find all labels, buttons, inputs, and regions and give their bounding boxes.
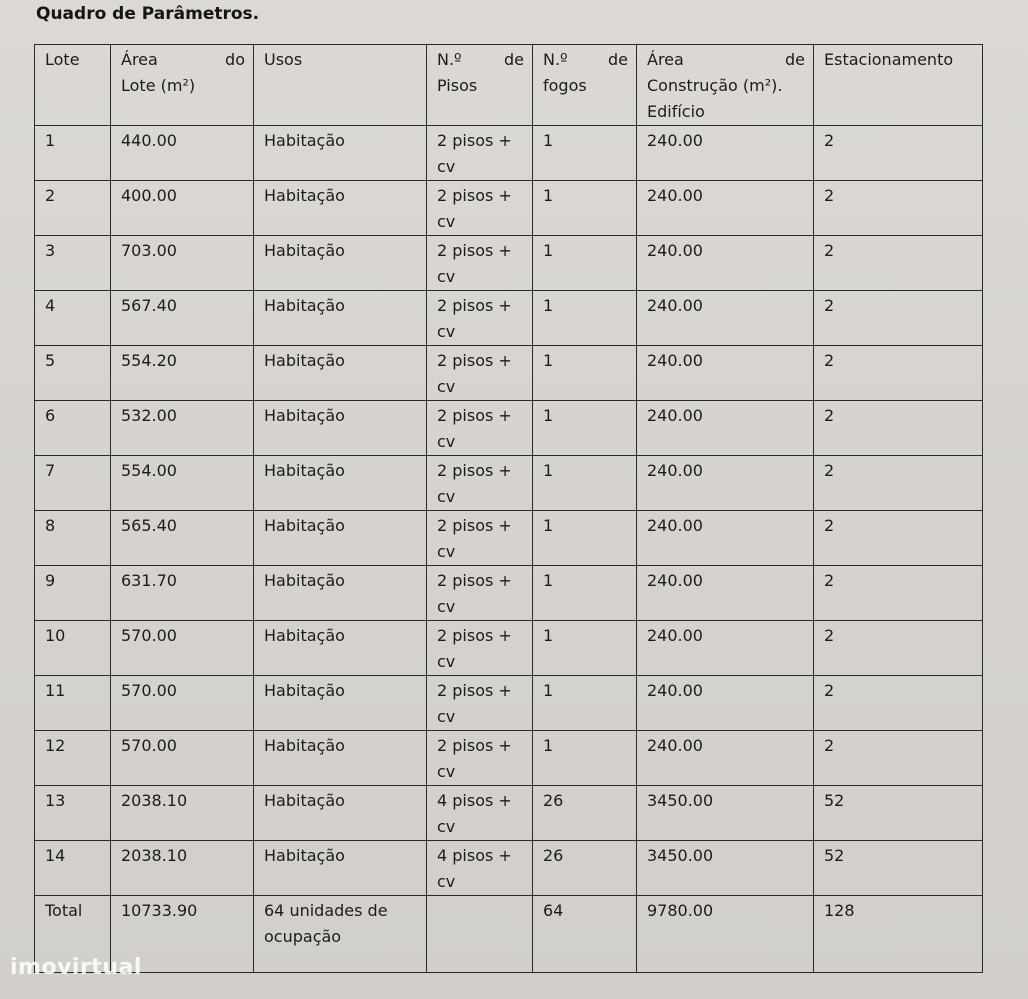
header-usos: Usos: [254, 45, 427, 126]
cell-area-construcao: 240.00: [637, 566, 814, 621]
cell-area-lote: 532.00: [111, 401, 254, 456]
cell-lote: 12: [35, 731, 111, 786]
cell-area-lote: 570.00: [111, 676, 254, 731]
header-fogos-line2: fogos: [543, 76, 587, 95]
cell-fogos: 1: [533, 291, 637, 346]
cell-usos: Habitação: [254, 676, 427, 731]
header-lote: Lote: [35, 45, 111, 126]
cell-estacionamento: 2: [814, 676, 983, 731]
cell-area-lote: 554.00: [111, 456, 254, 511]
table-row: [35, 676, 983, 731]
cell-fogos: 1: [533, 566, 637, 621]
cell-estacionamento: 2: [814, 401, 983, 456]
cell-usos: Habitação: [254, 346, 427, 401]
cell-usos: Habitação: [254, 731, 427, 786]
cell-fogos: 1: [533, 456, 637, 511]
cell-lote: 7: [35, 456, 111, 511]
total-fogos: 64: [533, 896, 637, 973]
cell-area-lote: 554.20: [111, 346, 254, 401]
cell-fogos: 26: [533, 786, 637, 841]
cell-estacionamento: 52: [814, 786, 983, 841]
cell-area-construcao: 240.00: [637, 291, 814, 346]
cell-area-construcao: 240.00: [637, 236, 814, 291]
total-estacionamento: 128: [814, 896, 983, 973]
cell-pisos: 2 pisos + cv: [427, 346, 533, 401]
cell-estacionamento: 2: [814, 566, 983, 621]
cell-estacionamento: 52: [814, 841, 983, 896]
table-row: [35, 621, 983, 676]
cell-usos: Habitação: [254, 511, 427, 566]
cell-lote: 2: [35, 181, 111, 236]
cell-usos: Habitação: [254, 291, 427, 346]
cell-fogos: 1: [533, 401, 637, 456]
header-construcao-line2: Construção (m²).: [647, 76, 783, 95]
cell-pisos: 2 pisos + cv: [427, 676, 533, 731]
cell-area-lote: 570.00: [111, 621, 254, 676]
table-row: [35, 786, 983, 841]
cell-lote: 8: [35, 511, 111, 566]
cell-usos: Habitação: [254, 401, 427, 456]
cell-pisos: 4 pisos + cv: [427, 786, 533, 841]
header-area-lote: [111, 45, 254, 126]
cell-lote: 3: [35, 236, 111, 291]
header-pisos-word2: de: [504, 50, 524, 69]
cell-area-construcao: 3450.00: [637, 841, 814, 896]
cell-area-lote: 631.70: [111, 566, 254, 621]
cell-lote: 14: [35, 841, 111, 896]
cell-fogos: 1: [533, 346, 637, 401]
cell-area-construcao: 240.00: [637, 676, 814, 731]
cell-usos: Habitação: [254, 126, 427, 181]
cell-lote: 11: [35, 676, 111, 731]
cell-area-construcao: 240.00: [637, 401, 814, 456]
cell-area-lote: 400.00: [111, 181, 254, 236]
table-row: [35, 291, 983, 346]
cell-pisos: 2 pisos + cv: [427, 456, 533, 511]
cell-fogos: 26: [533, 841, 637, 896]
cell-pisos: 2 pisos + cv: [427, 291, 533, 346]
cell-usos: Habitação: [254, 566, 427, 621]
cell-fogos: 1: [533, 126, 637, 181]
total-pisos: [427, 896, 533, 973]
cell-area-construcao: 240.00: [637, 346, 814, 401]
cell-estacionamento: 2: [814, 511, 983, 566]
cell-area-lote: 565.40: [111, 511, 254, 566]
header-area-lote-line2: Lote (m²): [121, 76, 196, 95]
cell-usos: Habitação: [254, 456, 427, 511]
table-row: [35, 181, 983, 236]
table-row: [35, 346, 983, 401]
header-pisos-word1: N.º: [437, 50, 462, 69]
cell-usos: Habitação: [254, 786, 427, 841]
cell-fogos: 1: [533, 236, 637, 291]
cell-pisos: 2 pisos + cv: [427, 236, 533, 291]
header-fogos-word2: de: [608, 50, 628, 69]
cell-estacionamento: 2: [814, 621, 983, 676]
cell-estacionamento: 2: [814, 456, 983, 511]
table-row: [35, 511, 983, 566]
total-label: Total: [35, 896, 111, 973]
cell-lote: 10: [35, 621, 111, 676]
cell-estacionamento: 2: [814, 126, 983, 181]
table-total-row: [35, 896, 983, 973]
cell-pisos: 4 pisos + cv: [427, 841, 533, 896]
cell-lote: 1: [35, 126, 111, 181]
cell-pisos: 2 pisos + cv: [427, 401, 533, 456]
table-row: [35, 401, 983, 456]
document-title: Quadro de Parâmetros.: [36, 4, 260, 24]
table-row: [35, 456, 983, 511]
cell-area-lote: 2038.10: [111, 841, 254, 896]
cell-usos: Habitação: [254, 236, 427, 291]
cell-usos: Habitação: [254, 621, 427, 676]
cell-area-construcao: 240.00: [637, 511, 814, 566]
cell-usos: Habitação: [254, 181, 427, 236]
cell-pisos: 2 pisos + cv: [427, 511, 533, 566]
header-construcao-word2: de: [785, 50, 805, 69]
cell-area-lote: 567.40: [111, 291, 254, 346]
total-construcao: 9780.00: [637, 896, 814, 973]
parameters-table: [34, 44, 983, 973]
cell-lote: 9: [35, 566, 111, 621]
cell-area-construcao: 240.00: [637, 731, 814, 786]
cell-area-lote: 570.00: [111, 731, 254, 786]
header-area-construcao: [637, 45, 814, 126]
cell-fogos: 1: [533, 676, 637, 731]
cell-lote: 13: [35, 786, 111, 841]
total-area: 10733.90: [111, 896, 254, 973]
imovirtual-watermark-logo: imovirtual: [10, 955, 142, 980]
cell-fogos: 1: [533, 181, 637, 236]
cell-pisos: 2 pisos + cv: [427, 126, 533, 181]
cell-area-construcao: 240.00: [637, 181, 814, 236]
cell-estacionamento: 2: [814, 346, 983, 401]
cell-area-construcao: 240.00: [637, 621, 814, 676]
cell-fogos: 1: [533, 621, 637, 676]
table-row: [35, 841, 983, 896]
cell-estacionamento: 2: [814, 236, 983, 291]
table-row: [35, 126, 983, 181]
cell-usos: Habitação: [254, 841, 427, 896]
header-construcao-word1: Área: [647, 50, 684, 69]
cell-estacionamento: 2: [814, 291, 983, 346]
header-fogos: [533, 45, 637, 126]
cell-area-construcao: 240.00: [637, 456, 814, 511]
header-fogos-word1: N.º: [543, 50, 568, 69]
cell-lote: 4: [35, 291, 111, 346]
cell-lote: 6: [35, 401, 111, 456]
cell-estacionamento: 2: [814, 181, 983, 236]
cell-area-lote: 703.00: [111, 236, 254, 291]
table-row: [35, 566, 983, 621]
header-estacionamento: Estacionamento: [814, 45, 983, 126]
cell-lote: 5: [35, 346, 111, 401]
table-row: [35, 731, 983, 786]
header-construcao-line3: Edifício: [647, 102, 705, 121]
table-body: [35, 126, 983, 896]
cell-area-lote: 2038.10: [111, 786, 254, 841]
header-area-lote-word1: Área: [121, 50, 158, 69]
table-row: [35, 236, 983, 291]
cell-estacionamento: 2: [814, 731, 983, 786]
table-header-row: [35, 45, 983, 126]
cell-pisos: 2 pisos + cv: [427, 731, 533, 786]
cell-fogos: 1: [533, 511, 637, 566]
header-pisos-line2: Pisos: [437, 76, 478, 95]
header-area-lote-word2: do: [225, 50, 245, 69]
cell-pisos: 2 pisos + cv: [427, 181, 533, 236]
cell-fogos: 1: [533, 731, 637, 786]
cell-area-construcao: 3450.00: [637, 786, 814, 841]
cell-pisos: 2 pisos + cv: [427, 566, 533, 621]
total-usos: 64 unidades de ocupação: [254, 896, 427, 973]
cell-area-lote: 440.00: [111, 126, 254, 181]
cell-area-construcao: 240.00: [637, 126, 814, 181]
header-pisos: [427, 45, 533, 126]
cell-pisos: 2 pisos + cv: [427, 621, 533, 676]
